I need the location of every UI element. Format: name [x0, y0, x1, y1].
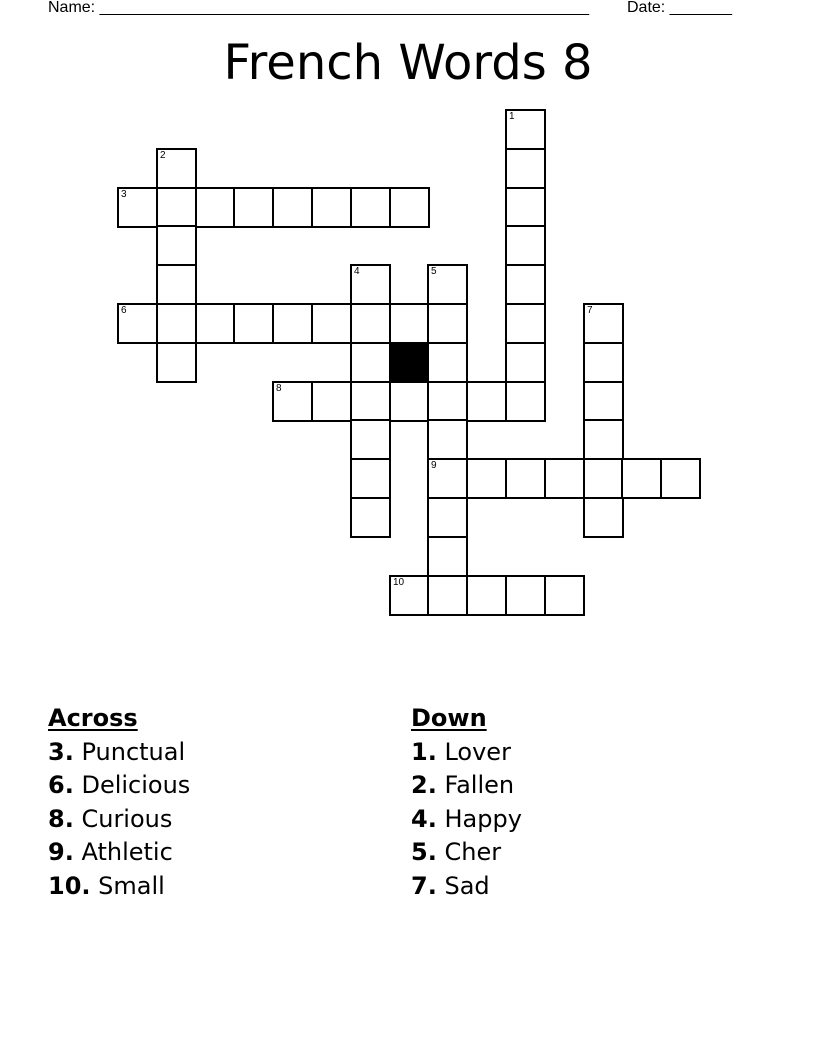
- down-clues: [411, 702, 522, 903]
- grid-cell[interactable]: [505, 148, 546, 189]
- clue-down-4: [411, 803, 522, 837]
- grid-cell[interactable]: [583, 342, 624, 383]
- clue-number-label: 8: [276, 383, 282, 394]
- clue-text: Curious: [81, 804, 173, 833]
- clue-number-label: 2: [160, 150, 166, 161]
- clue-number-label: 10: [393, 577, 405, 588]
- clue-text: Small: [98, 871, 165, 900]
- grid-cell[interactable]: [505, 187, 546, 228]
- grid-cell[interactable]: [427, 342, 468, 383]
- grid-cell[interactable]: [117, 303, 158, 344]
- grid-cell[interactable]: [156, 303, 197, 344]
- grid-cell[interactable]: [505, 342, 546, 383]
- grid-cell[interactable]: [621, 458, 662, 499]
- clue-number: 10.: [48, 871, 91, 900]
- grid-cell[interactable]: [466, 458, 507, 499]
- grid-cell[interactable]: [583, 381, 624, 422]
- clue-number-label: 3: [121, 189, 127, 200]
- grid-cell[interactable]: [505, 303, 546, 344]
- clue-number: 7.: [411, 871, 437, 900]
- grid-cell[interactable]: [544, 458, 585, 499]
- grid-cell[interactable]: [583, 458, 624, 499]
- grid-cell[interactable]: [427, 536, 468, 577]
- grid-cell[interactable]: [389, 575, 430, 616]
- grid-cell[interactable]: [427, 419, 468, 460]
- grid-cell[interactable]: [505, 458, 546, 499]
- clue-text: Sad: [444, 871, 490, 900]
- clue-text: Lover: [444, 737, 511, 766]
- clue-number-label: 7: [587, 305, 593, 316]
- grid-cell[interactable]: [233, 187, 274, 228]
- grid-cell[interactable]: [195, 187, 236, 228]
- grid-cell[interactable]: [350, 342, 391, 383]
- clue-across-8: [48, 803, 190, 837]
- clue-across-9: [48, 836, 190, 870]
- grid-cell[interactable]: [505, 575, 546, 616]
- clue-number-label: 5: [431, 266, 437, 277]
- grid-cell[interactable]: [117, 187, 158, 228]
- grid-cell[interactable]: [505, 109, 546, 150]
- clue-text: Punctual: [81, 737, 186, 766]
- grid-cell[interactable]: [272, 303, 313, 344]
- grid-cell[interactable]: [156, 264, 197, 305]
- grid-cell[interactable]: [311, 187, 352, 228]
- grid-cell[interactable]: [311, 303, 352, 344]
- clue-number-label: 4: [354, 266, 360, 277]
- grid-cell[interactable]: [350, 187, 391, 228]
- grid-cell[interactable]: [505, 225, 546, 266]
- grid-cell[interactable]: [427, 458, 468, 499]
- black-square: [389, 342, 430, 383]
- grid-cell[interactable]: [195, 303, 236, 344]
- clue-across-3: [48, 736, 190, 770]
- clue-number: 5.: [411, 838, 437, 866]
- across-heading: Across: [48, 704, 138, 732]
- clue-across-6: [48, 769, 190, 803]
- grid-cell[interactable]: [505, 381, 546, 422]
- grid-cell[interactable]: [389, 303, 430, 344]
- grid-cell[interactable]: [427, 264, 468, 305]
- clue-down-5: [411, 836, 522, 870]
- grid-cell[interactable]: [156, 187, 197, 228]
- grid-cell[interactable]: [583, 419, 624, 460]
- name-field: Name: _______________________________________________________: [48, 0, 589, 16]
- clue-number: 3.: [48, 737, 74, 766]
- clue-number-label: 1: [509, 111, 515, 122]
- grid-cell[interactable]: [427, 497, 468, 538]
- grid-cell[interactable]: [466, 575, 507, 616]
- clue-text: Fallen: [444, 771, 515, 799]
- page-title: French Words 8: [223, 35, 593, 91]
- grid-cell[interactable]: [350, 303, 391, 344]
- grid-cell[interactable]: [350, 458, 391, 499]
- grid-cell[interactable]: [389, 187, 430, 228]
- grid-cell[interactable]: [466, 381, 507, 422]
- grid-cell[interactable]: [272, 187, 313, 228]
- grid-cell[interactable]: [350, 497, 391, 538]
- grid-cell[interactable]: [505, 264, 546, 305]
- clue-number-label: 6: [121, 305, 127, 316]
- grid-cell[interactable]: [233, 303, 274, 344]
- clue-number: 1.: [411, 737, 437, 766]
- grid-cell[interactable]: [427, 575, 468, 616]
- clue-number: 9.: [48, 838, 74, 866]
- grid-cell[interactable]: [350, 264, 391, 305]
- grid-cell[interactable]: [156, 225, 197, 266]
- clue-number: 2.: [411, 771, 437, 799]
- clue-number-label: 9: [431, 460, 437, 471]
- clue-number: 4.: [411, 804, 437, 833]
- grid-cell[interactable]: [350, 419, 391, 460]
- grid-cell[interactable]: [660, 458, 701, 499]
- clue-down-1: [411, 736, 522, 770]
- grid-cell[interactable]: [583, 303, 624, 344]
- clue-text: Happy: [444, 804, 522, 833]
- clue-text: Delicious: [81, 771, 191, 799]
- clue-across-10: [48, 870, 190, 904]
- grid-cell[interactable]: [272, 381, 313, 422]
- clue-text: Athletic: [81, 838, 173, 866]
- grid-cell[interactable]: [350, 381, 391, 422]
- across-clues: [48, 702, 190, 903]
- clue-text: Cher: [444, 838, 502, 866]
- grid-cell[interactable]: [156, 148, 197, 189]
- grid-cell[interactable]: [311, 381, 352, 422]
- clue-down-7: [411, 870, 522, 904]
- down-heading: Down: [411, 704, 487, 732]
- grid-cell[interactable]: [544, 575, 585, 616]
- grid-cell[interactable]: [156, 342, 197, 383]
- clue-number: 8.: [48, 804, 74, 833]
- clue-number: 6.: [48, 771, 74, 799]
- grid-cell[interactable]: [389, 381, 430, 422]
- clue-down-2: [411, 769, 522, 803]
- grid-cell[interactable]: [427, 303, 468, 344]
- date-field: Date: _______: [627, 0, 732, 16]
- grid-cell[interactable]: [427, 381, 468, 422]
- grid-cell[interactable]: [583, 497, 624, 538]
